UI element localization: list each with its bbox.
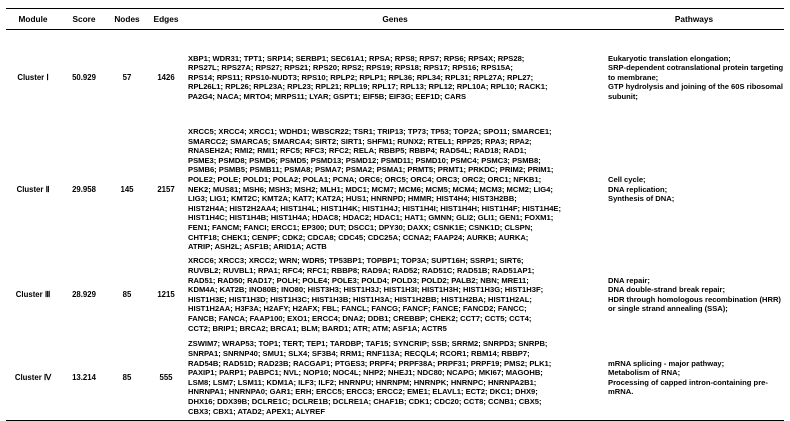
gene-line: RAD51; RAD50; RAD17; POLH; POLE4; POLE3; POLD4; POLD3; POLD2; PALB2; NBN; MRE11; [188,275,529,285]
gene-line: NEK2; MUS81; MSH6; MSH3; MSH2; MLH1; MDC1; MCM7; MCM6; MCM5; MCM4; MCM3; MCM2; LIG4; [188,184,553,194]
gene-line: HIST1H2AA; H3F3A; H2AFY; H2AFX; FBL; FANCL; FANCG; FANCF; FANCE; FANCD2; FANCC; [188,304,527,314]
pathway-item: DNA replication; [608,184,668,194]
table-row [6,254,784,336]
gene-line: XRCC6; XRCC3; XRCC2; WRN; WDR5; TP53BP1; TOPBP1; TOP3A; SUPT16H; SSRP1; SIRT6; [188,256,524,266]
gene-line: RPS14; RPS11; RPS10-NUDT3; RPS10; RPLP2; RPLP1; RPL36; RPL34; RPL31; RPL27A; RPL27; [188,72,534,82]
table-body [6,30,784,421]
gene-line: HIST1H4C; HIST1H4B; HIST1H4A; HDAC8; HDAC2; HDAC1; HAT1; GMNN; GLI2; GLI1; GEN1; FOXM1; [188,213,554,223]
table-row [6,30,784,126]
nodes-cell: 145 [120,184,134,194]
header-score: Score [72,14,96,24]
table-row [6,336,784,421]
header-pathways: Pathways [674,14,714,24]
gene-line: LIG3; LIG1; KMT2C; KMT2A; KAT7; KAT2A; HUS1; HNRNPD; HMMR; HIST4H4; HIST3H2BB; [188,194,517,204]
genes-cell [186,125,604,254]
module-cell: Cluster Ⅳ [14,372,52,382]
header-edges: Edges [153,14,179,24]
table-header [6,9,784,30]
nodes-cell: 85 [122,289,132,299]
module-cell: Cluster Ⅱ [16,184,50,194]
pathway-item: GTP hydrolysis and joining of the 60S ribosomal subunit; [608,82,783,101]
genes-cell [186,336,604,421]
gene-line: CCT2; BRIP1; BRCA2; BRCA1; BLM; BARD1; ATR; ATM; ASF1A; ACTR5 [188,323,447,333]
header-genes: Genes [382,14,408,24]
gene-line: FANCB; FANCA; FAAP100; EXO1; ERCC4; DNA2; DDB1; CREBBP; CHEK2; CCT7; CCT5; CCT4; [188,313,532,323]
edges-cell: 555 [159,372,173,382]
header-nodes: Nodes [114,14,140,24]
nodes-cell: 57 [122,72,132,82]
gene-line: SMARCC2; SMARCA5; SMARCA4; SIRT2; SIRT1; SHFM1; RUNX2; RTEL1; RPP25; RPA3; RPA2; [188,136,532,146]
table-row [6,125,784,254]
pathway-item: Processing of capped intron-containing pre-mRNA. [608,377,768,397]
gene-line: HIST1H3E; HIST1H3D; HIST1H3C; HIST1H3B; HIST1H3A; HIST1H2BB; HIST1H2BA; HIST1H2AL; [188,294,532,304]
header-row [6,9,784,30]
module-cell: Cluster Ⅲ [15,289,51,299]
gene-line: HNRNPA1; HNRNPA0; GAR1; ERH; ERCC5; ERCC3; ERCC2; EME1; ELAVL1; ECT2; DKC1; DHX9; [188,387,538,397]
edges-cell: 2157 [157,184,175,194]
pathway-item: SRP-dependent cotranslational protein targeting to membrane; [608,63,784,82]
pathway-item: Cell cycle; [608,174,646,184]
gene-line: LSM8; LSM7; LSM11; KDM1A; ILF3; ILF2; HNRNPU; HNRNPM; HNRNPK; HNRNPC; HNRNPA2B1; [188,377,537,387]
edges-cell: 1215 [157,289,175,299]
gene-line: PSMB6; PSMB5; PSMB11; PSMA8; PSMA7; PSMA2; PSMA1; PRMT5; PRMT1; PRKDC; PRIM2; PRIM1; [188,165,554,175]
gene-line: SNRPA1; SNRNP40; SMU1; SLX4; SF3B4; RRM1; RNF113A; RECQL4; RCOR1; RBM14; RBBP7; [188,348,530,358]
gene-line: RPS27L; RPS27A; RPS27; RPS21; RPS20; RPS2; RPS19; RPS18; RPS17; RPS16; RPS15A; [188,63,513,73]
clusters-table [6,8,784,421]
module-cell: Cluster Ⅰ [17,72,49,82]
gene-line: ATRIP; ASH2L; ASF1B; ARID1A; ACTB [188,242,327,252]
pathway-item: Synthesis of DNA; [608,194,675,204]
gene-line: PAXIP1; PARP1; PABPC1; NVL; NOP10; NOC4L; NHP2; NHEJ1; NDC80; NCAPG; MKI67; MAGOHB; [188,368,543,378]
gene-line: KDM4A; KAT2B; INO80B; INO80; HIST3H3; HIST1H3J; HIST1H3I; HIST1H3H; HIST1H3G; HIST1H3F; [188,285,544,295]
genes-cell [186,30,604,126]
pathway-item: mRNA splicing - major pathway; [608,358,725,368]
nodes-cell: 85 [122,372,132,382]
gene-line: PA2G4; NACA; MRTO4; MRPS11; LYAR; GSPT1; EIF5B; EIF3G; EEF1D; CARS [188,91,467,101]
gene-line: ZSWIM7; WRAP53; TOP1; TERT; TEP1; TARDBP; TAF15; SYNCRIP; SSB; SRRM2; SNRPD3; SNRPB; [188,339,548,349]
gene-line: RNASEH2A; RMI2; RMI1; RFC5; RFC3; RFC2; RELA; RBBP5; RBBP4; RAD54L; RAD18; RAD1; [188,146,527,156]
pathway-item: Eukaryotic translation elongation; [608,53,731,63]
pathways-cell [604,125,784,254]
score-cell: 28.929 [72,289,96,299]
genes-cell [186,254,604,336]
gene-line: CBX3; CBX1; ATAD2; APEX1; ALYREF [188,406,325,416]
score-cell: 29.958 [72,184,96,194]
score-cell: 13.214 [72,372,96,382]
header-module: Module [18,14,48,24]
gene-line: PSME3; PSMD8; PSMD6; PSMD5; PSMD13; PSMD12; PSMD11; PSMD10; PSMC4; PSMC3; PSMB8; [188,155,541,165]
edges-cell: 1426 [157,72,175,82]
gene-line: XBP1; WDR31; TPT1; SRP14; SERBP1; SEC61A1; RPSA; RPS8; RPS7; RPS6; RPS4X; RPS28; [188,53,525,63]
pathway-item: DNA repair; [608,275,650,285]
gene-line: FEN1; FANCM; FANCI; ERCC1; EP300; DUT; DSCC1; DPY30; DAXX; CSNK1E; CSNK1D; CLSPN; [188,222,533,232]
gene-line: XRCC5; XRCC4; XRCC1; WDHD1; WBSCR22; TSR1; TRIP13; TP73; TP53; TOP2A; SPO11; SMARCE1; [188,127,552,136]
gene-line: CHTF18; CHEK1; CENPF; CDK2; CDCA8; CDC45; CDC25A; CCNA2; FAAP24; AURKB; AURKA; [188,232,529,242]
gene-line: RUVBL2; RUVBL1; RPA1; RFC4; RFC1; RBBP8; RAD9A; RAD52; RAD51C; RAD51B; RAD51AP1; [188,265,535,275]
pathway-item: Metabolism of RNA; [608,368,681,378]
gene-line: POLE2; POLE; POLD1; POLA2; POLA1; PCNA; ORC6; ORC5; ORC4; ORC3; ORC2; ORC1; NFKB1; [188,174,542,184]
pathways-cell [604,254,784,336]
gene-line: RAD54B; RAD51D; RAD23B; RACGAP1; PTGES3; PRPF4; PRPF38A; PRPF31; PRPF19; PMS2; PLK1; [188,358,552,368]
gene-line: HIST2H4A; HIST2H2AA4; HIST1H4L; HIST1H4K; HIST1H4J; HIST1H4I; HIST1H4H; HIST1H4F; HIST1H4E; [188,203,562,213]
gene-line: RPL26L1; RPL26; RPL23A; RPL23; RPL21; RPL19; RPL17; RPL13; RPL12; RPL10A; RPL10; RACK1; [188,82,548,92]
pathways-cell [604,30,784,126]
pathway-item: HDR through homologous recombination (HRR) or single strand annealing (SSA); [608,294,781,314]
gene-line: DHX16; DDX39B; DCLRE1C; DCLRE1B; DCLRE1A; CHAF1B; CDK1; CDC20; CCT8; CCNB1; CBX5; [188,396,542,406]
score-cell: 50.929 [72,72,96,82]
pathway-item: DNA double-strand break repair; [608,285,726,295]
pathways-cell [604,336,784,421]
